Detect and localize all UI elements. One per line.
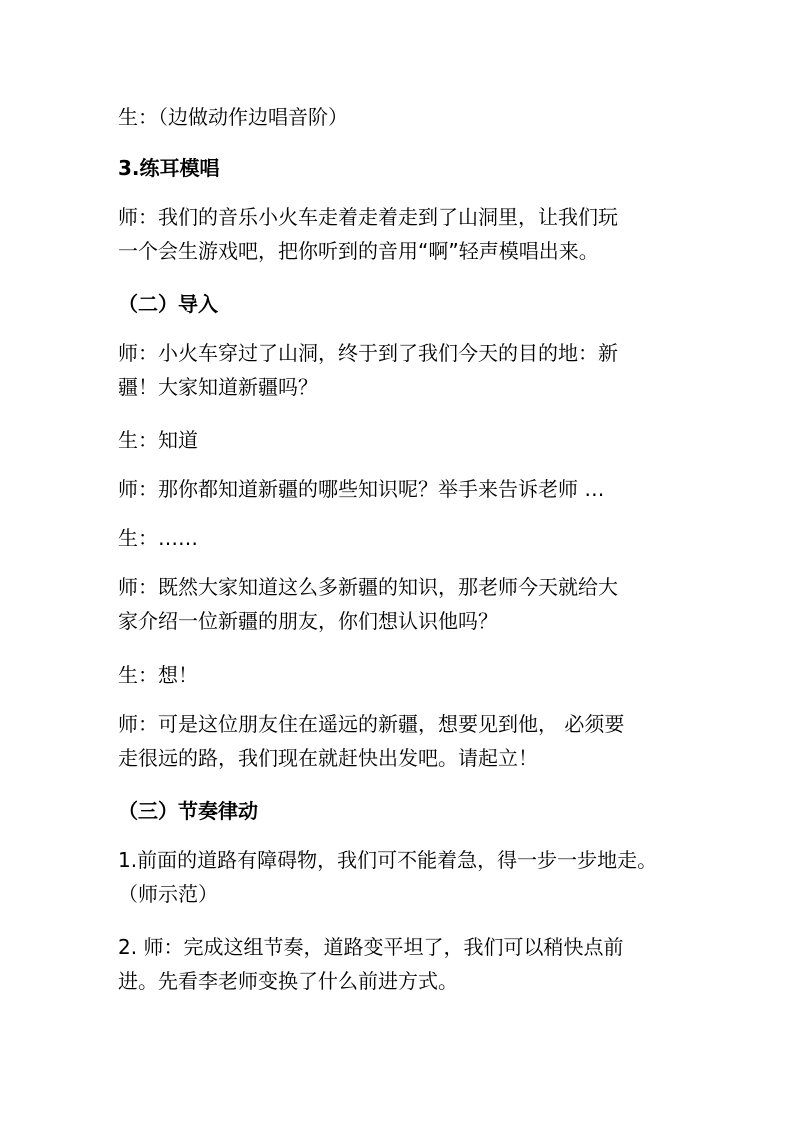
heading-text: （三）节奏律动 (118, 799, 258, 823)
paragraph-teacher-cave (118, 200, 698, 268)
text-line: 生：知道 (118, 428, 198, 452)
paragraph-student-want (118, 658, 698, 692)
paragraph-teacher-friend (118, 570, 698, 638)
text-line: 师：我们的音乐小火车走着走着走到了山洞里，让我们玩 (118, 205, 618, 229)
paragraph-step-one (118, 843, 698, 911)
text-line: 1.前面的道路有障碍物，我们可不能着急，得一步一步地走。 (118, 848, 658, 872)
paragraph-teacher-xinjiang (118, 336, 698, 404)
text-line: 2. 师：完成这组节奏，道路变平坦了，我们可以稍快点前 (118, 935, 624, 959)
text-line: 师：小火车穿过了山洞，终于到了我们今天的目的地：新 (118, 341, 618, 365)
heading-ear-training (118, 151, 698, 185)
text-line: 师：那你都知道新疆的哪些知识呢？举手来告诉老师 … (118, 477, 605, 501)
paragraph-student-scale (118, 100, 698, 134)
text-line: 生：（边做动作边唱音阶） (118, 105, 348, 129)
text-line: 家介绍一位新疆的朋友，你们想认识他吗？ (118, 609, 498, 633)
heading-text: 3.练耳模唱 (118, 156, 220, 180)
heading-rhythm (118, 794, 698, 828)
paragraph-step-two (118, 930, 698, 998)
text-line: （师示范） (118, 882, 218, 906)
text-line: 生：…… (118, 526, 198, 550)
heading-text: （二）导入 (118, 292, 218, 316)
text-line: 师：可是这位朋友住在遥远的新疆，想要见到他， 必须要 (118, 712, 625, 736)
text-line: 生：想！ (118, 663, 198, 687)
paragraph-teacher-depart (118, 707, 698, 775)
paragraph-teacher-knowledge (118, 472, 698, 506)
paragraph-student-know (118, 423, 698, 457)
text-line: 师：既然大家知道这么多新疆的知识，那老师今天就给大 (118, 575, 618, 599)
text-line: 走很远的路，我们现在就赶快出发吧。请起立！ (118, 746, 538, 770)
text-line: 进。先看李老师变换了什么前进方式。 (118, 969, 458, 993)
text-line: 疆！大家知道新疆吗？ (118, 375, 318, 399)
paragraph-student-ellipsis (118, 521, 698, 555)
heading-introduction (118, 287, 698, 321)
text-line: 一个会生游戏吧，把你听到的音用“啊”轻声模唱出来。 (118, 239, 599, 263)
